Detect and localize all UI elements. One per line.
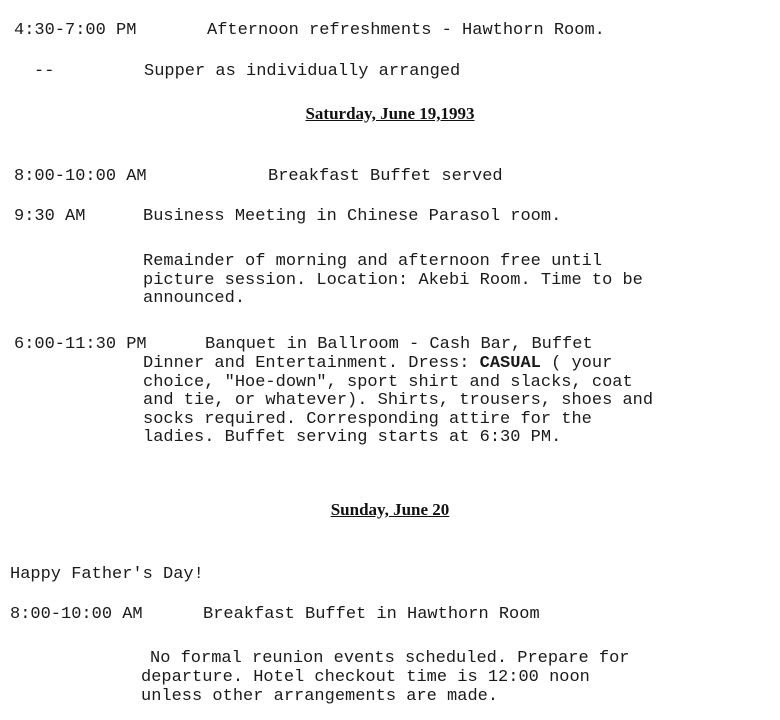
banquet-line-1: Banquet in Ballroom - Cash Bar, Buffet: [205, 335, 593, 354]
remainder-line: announced.: [143, 289, 246, 308]
remainder-line: picture session. Location: Akebi Room. Time to be: [143, 270, 643, 290]
sunday-heading: Sunday, June 20: [330, 500, 450, 519]
saturday-heading: Saturday, June 19,1993: [305, 104, 475, 123]
banquet-line-4: and tie, or whatever). Shirts, trousers, shoes and: [143, 391, 654, 410]
refreshments-desc: Afternoon refreshments - Hawthorn Room.: [207, 21, 605, 40]
sunday-note-line-3: unless other arrangements are made.: [141, 687, 499, 706]
sat-breakfast-time: 8:00-10:00 AM: [14, 167, 147, 186]
banquet-paragraph: [143, 355, 653, 448]
banquet-line-6: ladies. Buffet serving starts at 6:30 PM.: [143, 428, 562, 447]
sun-breakfast-desc: Breakfast Buffet in Hawthorn Room: [203, 605, 540, 624]
sunday-note-line-2: departure. Hotel checkout time is 12:00 noon: [141, 668, 590, 687]
supper-desc: Supper as individually arranged: [144, 62, 461, 81]
sun-breakfast-time: 8:00-10:00 AM: [10, 605, 143, 624]
remainder-line: Remainder of morning and afternoon free until: [143, 252, 603, 271]
refreshments-time: 4:30-7:00 PM: [14, 21, 137, 40]
sunday-note-line-1: No formal reunion events scheduled. Prepare for: [150, 649, 630, 668]
meeting-time: 9:30 AM: [14, 207, 86, 226]
fathers-day-greeting: Happy Father's Day!: [10, 565, 204, 584]
banquet-time: 6:00-11:30 PM: [14, 335, 147, 354]
supper-time: --: [34, 62, 55, 81]
banquet-line-2: [143, 355, 653, 374]
banquet-line-2-text: Dinner and Entertainment. Dress:: [143, 354, 480, 373]
banquet-line-5: socks required. Corresponding attire for the: [143, 409, 592, 429]
banquet-line-3: choice, "Hoe-down", sport shirt and slacks, coat: [143, 372, 633, 392]
sat-breakfast-desc: Breakfast Buffet served: [268, 167, 503, 186]
meeting-desc: Business Meeting in Chinese Parasol room.: [143, 207, 562, 226]
remainder-paragraph: [143, 253, 643, 309]
banquet-line-2-tail: ( your: [540, 354, 613, 373]
dress-code-casual: CASUAL: [479, 354, 541, 373]
